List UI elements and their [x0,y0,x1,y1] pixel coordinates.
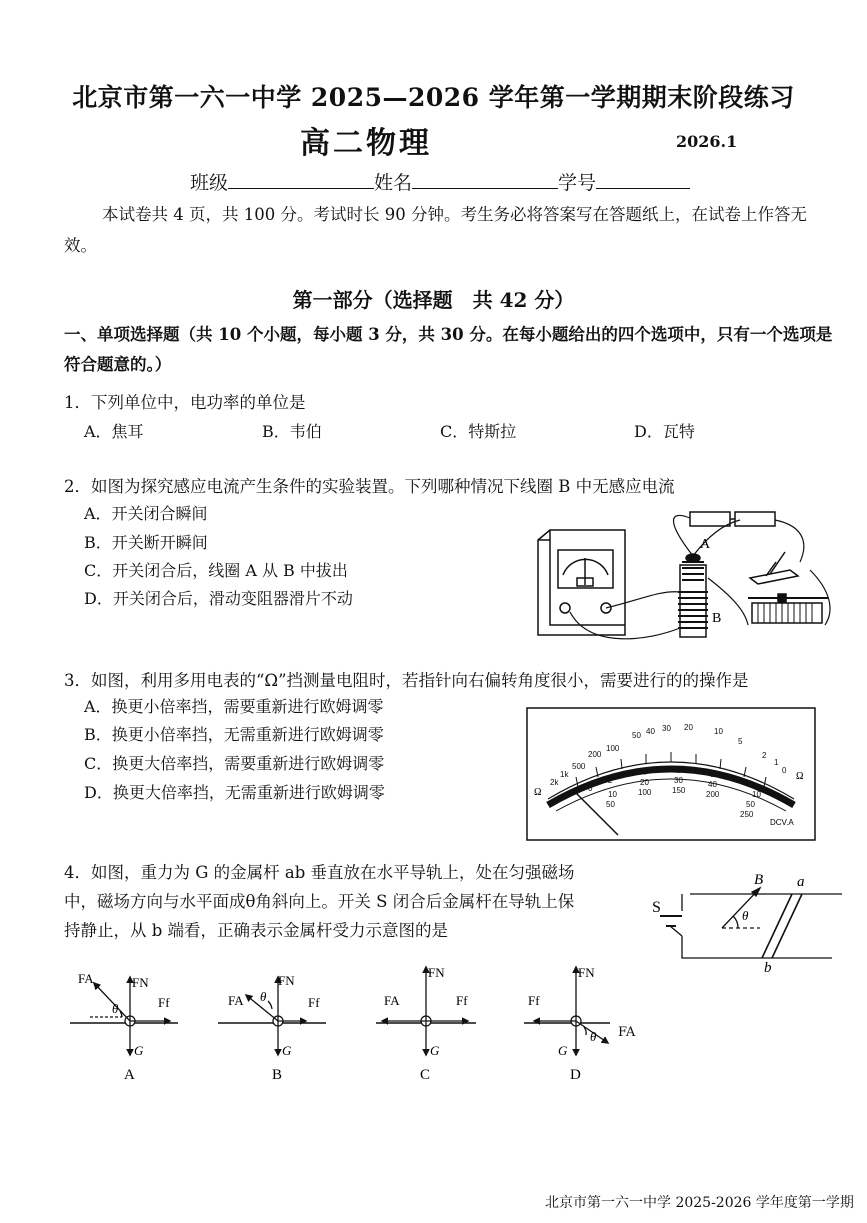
ohm-tick-1: 1 [774,758,779,767]
multimeter-dial-figure [526,707,816,841]
name-blank[interactable] [412,170,558,189]
c-fn-label: FN [428,965,445,980]
page-footer: 北京市第一六一中学 2025-2026 学年度第一学期 [545,1195,854,1211]
dcv-label: DCV.A [770,818,794,827]
d-theta-label: θ [590,1029,597,1044]
a-ff-label: Ff [158,995,170,1010]
q2-option-d: D．开关闭合后，滑动变阻器滑片不动 [84,589,353,608]
dc-b-50: 50 [746,800,755,809]
a-theta-label: θ [112,1001,119,1016]
ohm-tick-50: 50 [632,731,641,740]
dc-c-200: 200 [706,790,720,799]
q3-option-a: A．换更小倍率挡，需要重新进行欧姆调零 [84,697,384,716]
q2-option-c: C．开关闭合后，线圈 A 从 B 中拔出 [84,561,348,580]
name-label: 姓名 [374,172,413,194]
ohm-tick-20: 20 [684,723,693,732]
ohm-tick-10: 10 [714,727,723,736]
section1-title: 一、单项选择题（共 10 个小题，每小题 3 分，共 30 分。在每小题给出的四个选项中，只有一个选项是符合题意的。） [64,325,833,374]
b-fn-label: FN [278,973,295,988]
exam-instructions: 本试卷共 4 页，共 100 分。考试时长 90 分钟。考生务必将答案写在答题纸上，在试卷上作答无效。 [64,205,807,255]
field-b-label: B [754,872,764,888]
dc-a-0: 0 [588,784,593,793]
q4-stem-line2: 中，磁场方向与水平面成θ角斜向上。开关 S 闭合后金属杆在导轨上保 [64,892,575,911]
c-g-label: G [430,1043,440,1058]
b-fa-label: FA [228,993,244,1008]
a-g-label: G [134,1043,144,1058]
end-b-label: b [764,960,772,976]
b-theta-label: θ [260,989,267,1004]
c-ff-label: Ff [456,993,468,1008]
b-ff-label: Ff [308,995,320,1010]
q4-stem-line1: 4．如图，重力为 G 的金属杆 ab 垂直放在水平导轨上，处在匀强磁场 [64,863,575,882]
galvanometer-icon [538,530,625,635]
dc-c-250: 250 [740,810,754,819]
a-fn-label: FN [132,975,149,990]
ohm-tick-0: 0 [782,766,787,775]
c-fa-label: FA [384,993,400,1008]
q3-option-d: D．换更大倍率挡，无需重新进行欧姆调零 [84,783,385,802]
induction-apparatus-figure [530,500,840,650]
switch-label: S [652,899,661,916]
dc-c-150: 150 [672,786,686,795]
dc-a-10: 10 [752,790,761,799]
q4-stem-line3: 持静止，从 b 端看，正确表示金属杆受力示意图的是 [64,921,449,940]
coil-a-label: A [700,537,711,552]
dc-b-40: 40 [708,780,717,789]
option-c-label: C [420,1067,431,1083]
ohm-tick-5: 5 [738,737,743,746]
a-fa-label: FA [78,971,94,986]
dc-b-20: 20 [640,778,649,787]
class-blank[interactable] [228,170,374,189]
option-a-label: A [124,1067,135,1083]
omega-symbol-left: Ω [534,787,542,798]
id-label: 学号 [558,172,597,194]
q1-option-a: A．焦耳 [84,422,144,441]
coil-icon [678,554,708,637]
rheostat-icon [748,594,828,623]
q2-stem: 2．如图为探究感应电流产生条件的实验装置。下列哪种情况下线圈 B 中无感应电流 [64,477,675,496]
dc-c-100: 100 [638,788,652,797]
end-a-label: a [797,874,805,890]
option-d-label: D [570,1067,581,1083]
d-g-label: G [558,1043,568,1058]
force-diagram-a[interactable] [70,977,178,1055]
omega-symbol-right: Ω [796,771,804,782]
q1-option-b: B．韦伯 [262,422,322,441]
q3-option-b: B．换更小倍率挡，无需重新进行欧姆调零 [84,725,384,744]
d-ff-label: Ff [528,993,540,1008]
part1-title: 第一部分（选择题 共 42 分） [292,288,575,312]
q1-option-d: D．瓦特 [634,422,695,441]
class-label: 班级 [190,172,229,194]
ohm-tick-200: 200 [588,750,602,759]
dc-a-8: 8 [710,770,715,779]
force-diagram-d[interactable] [524,967,610,1055]
dc-a-4: 4 [642,768,647,777]
dc-c-50: 50 [606,800,615,809]
exam-date: 2026.1 [676,132,738,151]
option-b-label: B [272,1067,283,1083]
student-info-fields [190,168,690,195]
ohm-tick-2: 2 [762,751,767,760]
id-blank[interactable] [596,170,690,189]
force-diagram-b[interactable] [218,977,326,1055]
ohm-tick-100: 100 [606,744,620,753]
dc-a-2: 2 [608,776,613,785]
ohm-tick-500: 500 [572,762,586,771]
dc-a-6: 6 [676,766,681,775]
dc-b-30: 30 [674,776,683,785]
battery-icon [690,512,775,526]
d-fn-label: FN [578,965,595,980]
exam-title: 北京市第一六一中学 2025—2026 学年第一学期期末阶段练习 [72,83,795,112]
subject-title: 高二物理 [300,126,432,161]
switch-icon [750,552,798,584]
q1-stem: 1．下列单位中，电功率的单位是 [64,393,306,412]
dc-b-10: 10 [608,790,617,799]
ohm-tick-30: 30 [662,724,671,733]
force-diagram-options [70,955,610,1085]
q3-option-c: C．换更大倍率挡，需要重新进行欧姆调零 [84,754,385,773]
ohm-tick-2k: 2k [550,778,559,787]
q2-option-b: B．开关断开瞬间 [84,533,208,552]
force-diagram-c[interactable] [376,967,476,1055]
rail-circuit-figure [652,866,852,978]
b-g-label: G [282,1043,292,1058]
q2-option-a: A．开关闭合瞬间 [84,504,208,523]
theta-label: θ [742,908,749,923]
ohm-tick-40: 40 [646,727,655,736]
coil-b-label: B [712,611,722,626]
d-fa-label: FA [618,1025,636,1040]
q1-option-c: C．特斯拉 [440,422,517,441]
q3-stem: 3．如图，利用多用电表的“Ω”挡测量电阻时，若指针向右偏转角度很小，需要进行的的操作是 [64,671,749,690]
ohm-tick-1k: 1k [560,770,569,779]
